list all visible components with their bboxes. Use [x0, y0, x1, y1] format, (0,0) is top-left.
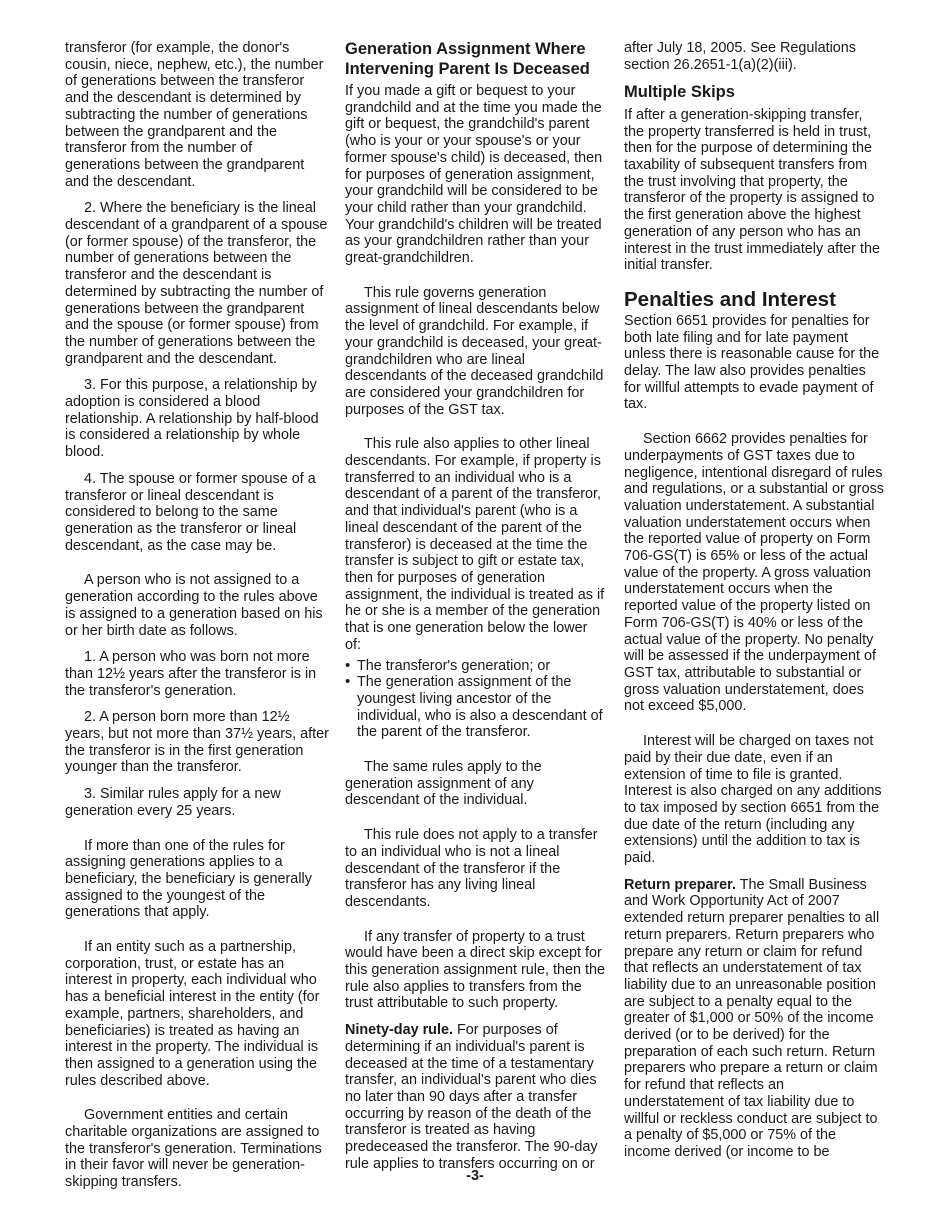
paragraph: If any transfer of property to a trust would have been a direct skip except for this generation assignment rule, then the rule also applies to transfers from the trust attributable to such property. — [345, 928, 605, 1012]
bullet-item: • The generation assignment of the youngest living ancestor of the individual, who is also a descendant of the parent of the transferor. — [345, 674, 607, 741]
paragraph: 3. For this purpose, a relationship by adoption is considered a blood relationship. A relationship by half-blood is considered a relationship by whole blood. — [65, 377, 319, 461]
paragraph: 3. Similar rules apply for a new generation every 25 years. — [65, 786, 281, 819]
paragraph: If you made a gift or bequest to your grandchild and at the time you made the gift or bequest, the grandchild's parent (who is your or your spouse's or your former spouse's child) is deceased, then for purposes of generation assignment, your grandchild will be considered to be your child rather than your grandchild. Your grandchild's children will be treated as your grandchildren rather than your great-grandchildren. — [345, 83, 603, 267]
page-number: -3- — [466, 1168, 484, 1184]
paragraph: This rule does not apply to a transfer to an individual who is not a lineal descendant of the transferor if the transferor has any living lineal descendants. — [345, 827, 598, 910]
paragraph — [624, 877, 886, 1161]
paragraph-text: The Small Business and Work Opportunity Act of 2007 extended return preparer penalties to all return preparers. Return preparers who prepare any return or claim for refund that reflects an understatement of tax liability due to an unreasonable position are subject to a penalty equal to the greater of $1,000 or 50% of the income derived (or to be derived) for the preparation of each such return. Return preparers who prepare a return or claim for refund that reflects an understatement of tax liability due to willful or reckless conduct are subject to a penalty of $5,000 or 75% of the income derived (or income to be — [624, 876, 880, 1160]
section-heading: Penalties and Interest — [624, 287, 836, 311]
paragraph: If more than one of the rules for assigning generations applies to a beneficiary, the beneficiary is generally assigned to the youngest of the generations that apply. — [65, 837, 312, 921]
paragraph: The same rules apply to the generation assignment of any descendant of the individual. — [345, 759, 542, 809]
bullet-list — [345, 658, 607, 742]
paragraph: If after a generation-skipping transfer, the property transferred is held in trust, then for the purpose of determining the taxability of subsequent transfers from the trust involving that property, the transferor of the property is assigned to the first generation above the highest generation of any person who has an interest in the trust immediately after the initial transfer. — [624, 106, 880, 274]
paragraph: If an entity such as a partnership, corporation, trust, or estate has an interest in property, each individual who has a beneficial interest in the entity (for example, partners, shareholders, and beneficiaries) is treated as having an interest in the property. The individual is then assigned to a generation using the rules described above. — [65, 939, 320, 1089]
section-heading: Generation Assignment Where Intervening Parent Is Deceased — [345, 40, 590, 78]
column-middle — [345, 40, 607, 1182]
bullet-item: • The transferor's generation; or — [345, 658, 607, 675]
column-right — [624, 40, 886, 1171]
paragraph: Section 6651 provides for penalties for both late filing and for late payment unless there is reasonable cause for the delay. The law also provides penalties for willful attempts to evade payment of tax. — [624, 312, 880, 413]
paragraph: Interest will be charged on taxes not paid by their due date, even if an extension of time to file is granted. Interest is also charged on any additions to tax imposed by section 6651 from the due date of the return (including any extensions) until the addition to tax is paid. — [624, 733, 882, 867]
paragraph — [345, 1022, 607, 1172]
paragraph: This rule also applies to other lineal descendants. For example, if property is transferred to an individual who is a descendant of a parent of the transferor, and that individual's parent (who is a lineal descendant of the parent of the transferor) is deceased at the time the transfer is subject to gift or estate tax, then for purposes of generation assignment, the individual is treated as if he or she is a member of the generation that is one generation below the lower of: — [345, 436, 605, 653]
section-heading: Multiple Skips — [624, 83, 735, 102]
paragraph: 1. A person who was born not more than 12½ years after the transferor is in the transferor's generation. — [65, 649, 317, 699]
paragraph: 2. A person born more than 12½ years, but not more than 37½ years, after the transferor is in the first generation younger than the transferor. — [65, 709, 329, 776]
paragraph: after July 18, 2005. See Regulations section 26.2651-1(a)(2)(iii). — [624, 40, 856, 73]
paragraph: Government entities and certain charitable organizations are assigned to the transferor's generation. Terminations in their favor will never be generation-skipping transfers. — [65, 1107, 322, 1191]
paragraph: 2. Where the beneficiary is the lineal descendant of a grandparent of a spouse (or former spouse) of the transferor, the number of generations between the transferor and the descendant is determined by subtracting the number of generations between the grandparent and the spouse (or former spouse) from the number of generations between the grandparent and the descendant. — [65, 200, 328, 367]
paragraph: Section 6662 provides penalties for underpayments of GST taxes due to negligence, intentional disregard of rules and regulations, or a substantial or gross valuation understatement. A substantial valuation understatement occurs when the reported value of property on Form 706-GS(T) is 65% or less of the actual value of the property. A gross valuation understatement occurs when the reported value of the property listed on Form 706-GS(T) is 40% or less of the actual value of the property. No penalty will be assessed if the underpayment of GST tax, attributable to substantial or gross valuation understatement, does not exceed $5,000. — [624, 431, 884, 715]
paragraph: transferor (for example, the donor's cousin, niece, nephew, etc.), the number of generations between the transferor and the descendant is determined by subtracting the number of generations between the grandparent and the transferor from the number of generations between the grandparent and the descendant. — [65, 40, 324, 190]
run-in-heading: Return preparer. — [624, 876, 736, 893]
paragraph-text: For purposes of determining if an individual's parent is deceased at the time of a testamentary transfer, an individual's parent who dies no later than 90 days after a transfer occurring by reason of the death of the transferor is treated as having predeceased the transferor. The 90-day rule applies to transfers occurring on or — [345, 1022, 598, 1172]
column-left — [65, 40, 329, 1201]
paragraph: 4. The spouse or former spouse of a transferor or lineal descendant is considered to belong to the same generation as the transferor or lineal descendant, as the case may be. — [65, 470, 316, 554]
paragraph: A person who is not assigned to a generation according to the rules above is assigned to a generation based on his or her birth date as follows. — [65, 572, 323, 639]
run-in-heading: Ninety-day rule. — [345, 1022, 453, 1039]
paragraph: This rule governs generation assignment of lineal descendants below the level of grandchild. For example, if your grandchild is deceased, your great-grandchildren who are lineal descendants of the deceased grandchild are considered your grandchildren for purposes of the GST tax. — [345, 284, 604, 418]
